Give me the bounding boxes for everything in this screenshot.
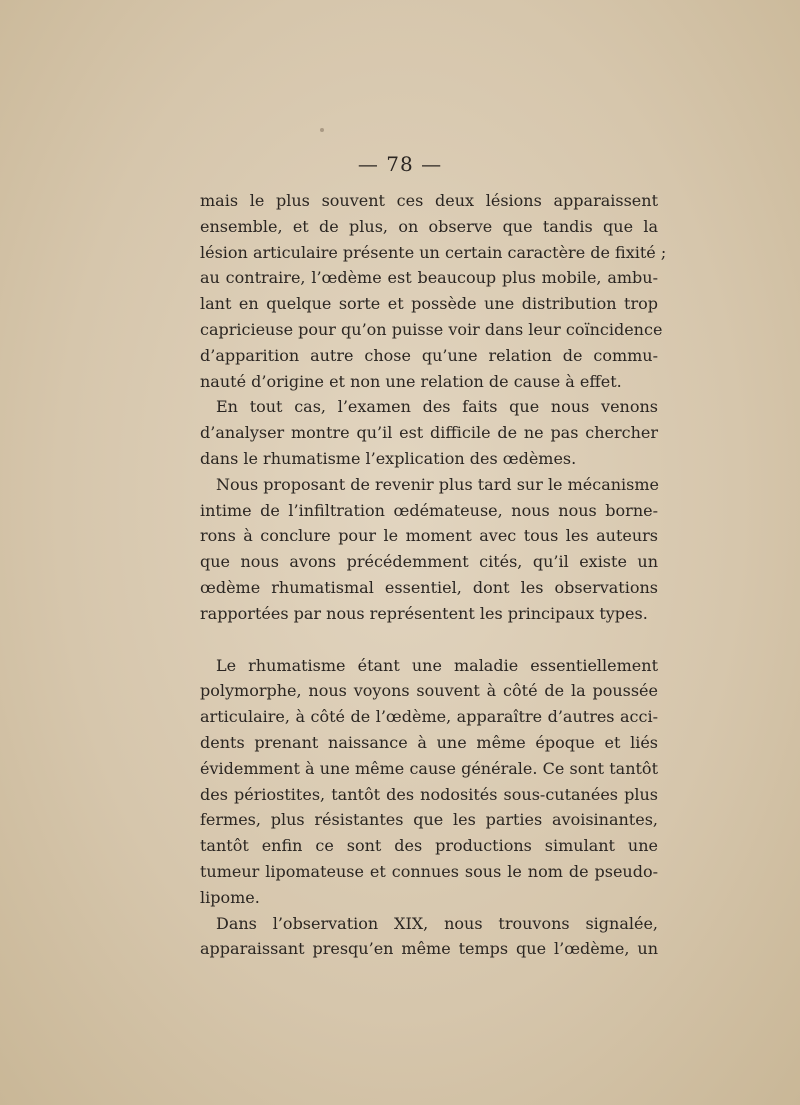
text-line: fermes, plus résistantes que les parties avoisinantes, xyxy=(200,810,658,830)
text-line: évidemment à une même cause générale. Ce sont tantôt xyxy=(200,758,658,778)
text-line: Le rhumatisme étant une maladie essentiellement xyxy=(216,655,658,675)
text-line: lipome. xyxy=(200,887,260,907)
text-line: dents prenant naissance à une même époque et liés xyxy=(200,732,658,752)
text-line: d’apparition autre chose qu’une relation de commu- xyxy=(200,345,658,365)
text-line: polymorphe, nous voyons souvent à côté de la poussée xyxy=(200,681,658,701)
page-number: — 78 — xyxy=(357,152,443,176)
paragraph-gap xyxy=(200,627,658,653)
text-line: des périostites, tantôt des nodosités sous-cutanées plus xyxy=(200,784,658,804)
text-line: articulaire, à côté de l’œdème, apparaître d’autres acci- xyxy=(200,707,658,727)
text-line: œdème rhumatismal essentiel, dont les observations xyxy=(200,577,658,597)
text-line: Nous proposant de revenir plus tard sur le mécanisme xyxy=(216,474,660,494)
text-line: au contraire, l’œdème est beaucoup plus mobile, ambu- xyxy=(200,268,658,288)
text-line: Dans l’observation XIX, nous trouvons signalée, xyxy=(216,913,658,933)
text-line: capricieuse pour qu’on puisse voir dans leur coïncidence xyxy=(200,319,663,339)
text-line: lésion articulaire présente un certain caractère de fixité ; xyxy=(200,242,667,262)
text-line: tumeur lipomateuse et connues sous le nom de pseudo- xyxy=(200,861,658,881)
text-line: En tout cas, l’examen des faits que nous venons xyxy=(216,397,658,417)
text-line: dans le rhumatisme l’explication des œdèmes. xyxy=(200,448,577,468)
text-line: tantôt enfin ce sont des productions simulant une xyxy=(200,836,658,856)
body-text xyxy=(200,188,667,962)
text-line: rapportées par nous représentent les principaux types. xyxy=(200,603,648,623)
text-line: ensemble, et de plus, on observe que tandis que la xyxy=(200,216,658,236)
text-line: nauté d’origine et non une relation de cause à effet. xyxy=(200,371,622,391)
text-line: d’analyser montre qu’il est difficile de ne pas chercher xyxy=(200,423,658,443)
text-line: rons à conclure pour le moment avec tous les auteurs xyxy=(200,526,658,546)
text-line: intime de l’infiltration œdémateuse, nous nous borne- xyxy=(200,500,658,520)
text-line: que nous avons précédemment cités, qu’il existe un xyxy=(200,552,658,572)
text-line: mais le plus souvent ces deux lésions apparaissent xyxy=(200,191,658,210)
text-line: lant en quelque sorte et possède une distribution trop xyxy=(200,294,658,314)
ink-spot xyxy=(320,128,324,132)
text-line: apparaissant presqu’en même temps que l’œdème, un xyxy=(200,939,658,959)
